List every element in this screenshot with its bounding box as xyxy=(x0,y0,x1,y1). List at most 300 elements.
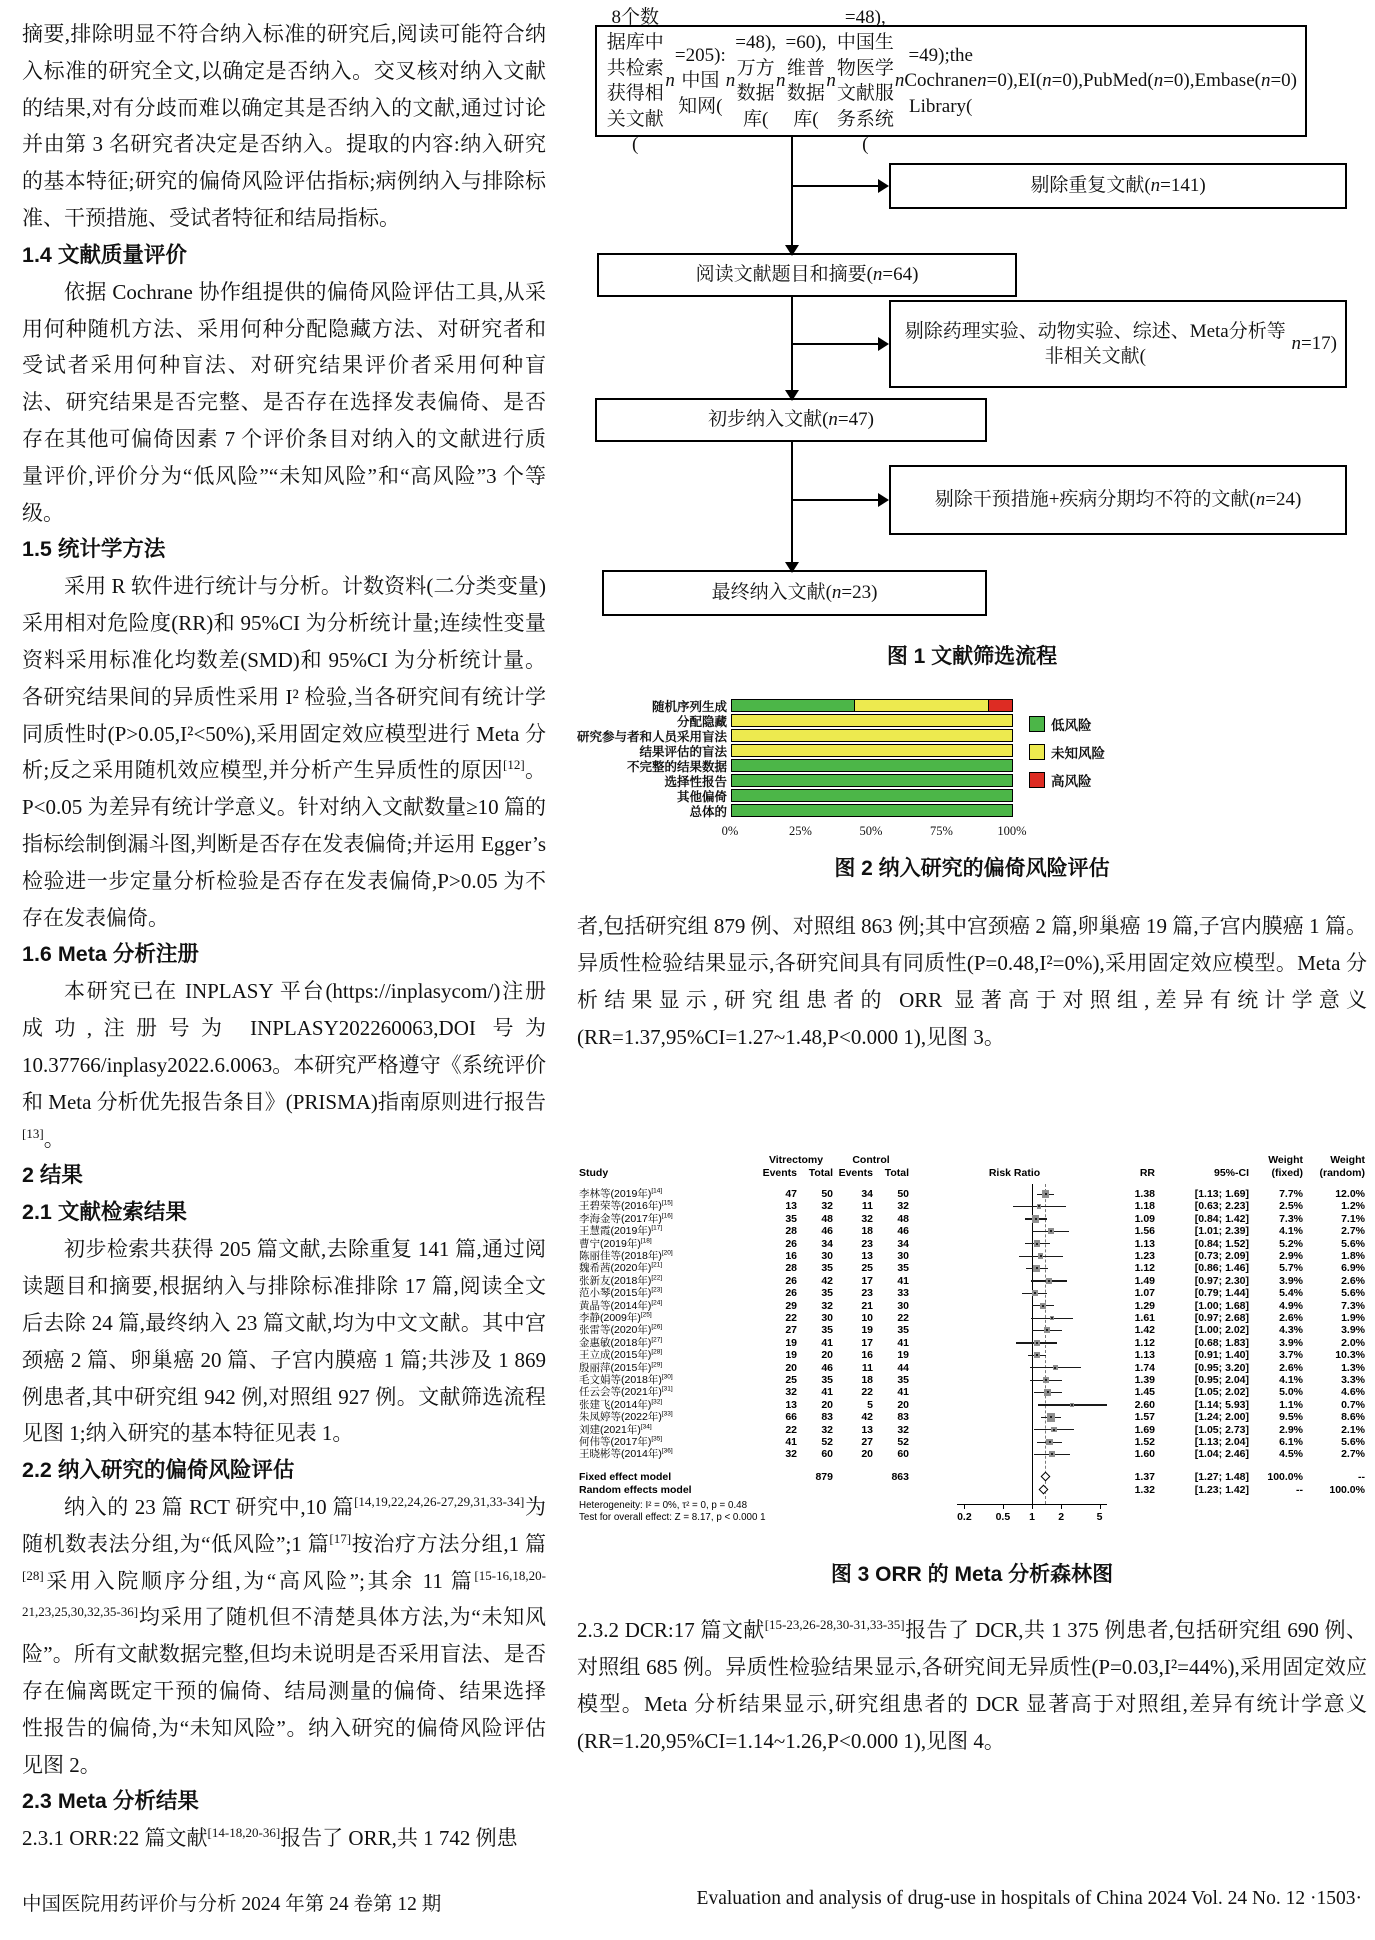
bias-bar xyxy=(731,804,1013,817)
paragraph: 初步检索共获得 205 篇文献,去除重复 141 篇,通过阅读题目和摘要,根据纳入与排除标准排除 17 篇,阅读全文后去除 24 篇,最终纳入 23 篇文献,均为中文文献。其中宫颈癌 2 篇、卵巢癌 20 篇、子宫内膜癌 1 篇;共涉及 1 869 例患者,其中研究组 942 例,对照组 927 例。文献筛选流程见图 1;纳入研究的基本特征见表 1。 xyxy=(22,1237,546,1446)
axis-tick-label: 2 xyxy=(1058,1511,1065,1523)
forest-cell: 7.3% xyxy=(1279,1212,1303,1225)
forest-row-study: 王碧荣等(2016年)[15] xyxy=(579,1199,673,1213)
effect-center-dot xyxy=(1036,1342,1038,1344)
forest-cell: 20 xyxy=(785,1361,797,1374)
flow-box-search: 8个数据库中共检索获得相关文献( n =205):中国知网( n =48),万方数据库( n =60),维普数据库( n =48),中国生物医学文献服务系统( n =49);the Cochrane Library( n =0),EI( n =0),PubMed( n =0),Embase( n =0) xyxy=(595,25,1307,137)
figure-3-forest-plot xyxy=(577,1152,1367,1530)
forest-cell: 42 xyxy=(861,1411,873,1424)
forest-cell: 23 xyxy=(861,1237,873,1250)
heterogeneity-note: Heterogeneity: I² = 0%, τ² = 0, p = 0.48 xyxy=(579,1499,748,1511)
forest-cell: 2.6% xyxy=(1341,1274,1365,1287)
forest-cell: 48 xyxy=(821,1212,833,1225)
forest-cell: 3.3% xyxy=(1341,1374,1365,1386)
forest-cell: 16 xyxy=(785,1250,797,1262)
left-column xyxy=(22,16,546,1857)
forest-row-study: 曹宁(2019年)[18] xyxy=(579,1237,652,1250)
flow-box-mismatch: 剔除干预措施+疾病分期均不符的文献( n =24) xyxy=(889,465,1347,535)
figure-2-caption: 图 2 纳入研究的偏倚风险评估 xyxy=(834,857,1110,880)
legend-swatch xyxy=(1029,744,1045,760)
forest-cell: 5.4% xyxy=(1279,1287,1303,1300)
forest-cell: 46 xyxy=(821,1361,833,1374)
axis-tick-label: 100% xyxy=(997,824,1027,838)
forest-cell: 7.3% xyxy=(1341,1299,1365,1312)
effect-center-dot xyxy=(1050,1230,1052,1232)
forest-cell: [1.13; 2.04] xyxy=(1194,1436,1249,1448)
arrow-down-icon xyxy=(785,245,799,256)
forest-row-study: 刘建(2021年)[34] xyxy=(579,1423,652,1436)
forest-cell: 4.3% xyxy=(1279,1324,1303,1337)
forest-cell: 10 xyxy=(861,1312,873,1324)
paragraph: 纳入的 23 篇 RCT 研究中,10 篇[14,19,22,24,26-27,29,31,33-34]为随机数表法分组,为“低风险”;1 篇[17]按治疗方法分组,1 篇[28]采用入院顺序分组,为“高风险”;其余 11 篇[15-16,18,20-21,23,25,30,32,35-36]均采用了随机但不清楚具体方法,为“未知风险”。所有文献数据完整,但均未说明是否采用盲法、是否存在偏离既定干预的偏倚、结局测量的偏倚、结果选择性报告的偏倚,为“未知风险”。纳入研究的偏倚风险评估见图 2。 xyxy=(22,1494,546,1777)
bias-bar-segment xyxy=(854,700,988,711)
forest-cell: 9.5% xyxy=(1279,1411,1303,1424)
flow-connector-line xyxy=(792,499,880,501)
forest-cell: 26 xyxy=(785,1274,797,1287)
axis-tick xyxy=(1061,1504,1062,1509)
forest-row-study: 王晓彬等(2014年)[36] xyxy=(579,1447,673,1461)
section-heading: 2.1 文献检索结果 xyxy=(22,1200,187,1225)
forest-cell: 32 xyxy=(785,1448,797,1461)
forest-header: Events xyxy=(762,1167,797,1179)
forest-cell: [1.00; 1.68] xyxy=(1194,1299,1249,1312)
forest-cell: 6.9% xyxy=(1341,1262,1365,1275)
arrow-down-icon xyxy=(785,390,799,401)
forest-row-study: 王慧霞(2019年)[17] xyxy=(579,1224,663,1238)
forest-cell: 1.07 xyxy=(1134,1287,1155,1300)
forest-cell: 32 xyxy=(821,1423,833,1436)
bias-row-label: 总体的 xyxy=(689,804,727,819)
forest-cell: 1.12 xyxy=(1134,1262,1155,1275)
forest-cell: 26 xyxy=(785,1237,797,1250)
forest-cell: 32 xyxy=(897,1423,909,1436)
forest-header: Total xyxy=(808,1167,833,1179)
forest-cell: 44 xyxy=(897,1361,909,1374)
axis-tick xyxy=(1003,1504,1004,1509)
forest-cell: 28 xyxy=(785,1225,797,1238)
forest-cell: 19 xyxy=(897,1349,909,1362)
footer-journal-cn: 中国医院用药评价与分析 2024 年第 24 卷第 12 期 xyxy=(22,1894,442,1915)
forest-cell: 50 xyxy=(897,1188,909,1200)
forest-cell: 21 xyxy=(861,1299,873,1312)
legend-item xyxy=(1029,714,1092,734)
forest-cell: 2.60 xyxy=(1134,1398,1155,1411)
forest-cell: 35 xyxy=(897,1374,909,1386)
section-heading: 1.4 文献质量评价 xyxy=(22,242,187,267)
forest-cell: -- xyxy=(1296,1483,1303,1496)
forest-cell: 2.7% xyxy=(1341,1225,1365,1238)
forest-cell: 26 xyxy=(785,1287,797,1300)
axis-tick xyxy=(964,1504,965,1509)
forest-cell: 6.1% xyxy=(1279,1436,1303,1448)
forest-cell: [0.95; 2.04] xyxy=(1194,1374,1249,1386)
forest-cell: 8.6% xyxy=(1341,1411,1365,1424)
forest-header: Study xyxy=(579,1167,609,1179)
forest-cell: 7.1% xyxy=(1341,1212,1365,1225)
paragraph: 2.3.1 ORR:22 篇文献[14-18,20-36]报告了 ORR,共 1 742 例患 xyxy=(22,1825,518,1851)
figure-1-caption: 图 1 文献筛选流程 xyxy=(886,645,1058,668)
bias-row-label: 随机序列生成 xyxy=(651,699,727,714)
forest-cell: [1.24; 2.00] xyxy=(1194,1411,1249,1424)
forest-cell: 7.7% xyxy=(1279,1188,1303,1200)
forest-row-fixed-model: Fixed effect model xyxy=(579,1470,672,1483)
forest-cell: 2.7% xyxy=(1341,1448,1365,1461)
flow-box-final: 最终纳入文献( n =23) xyxy=(602,570,987,616)
forest-cell: 1.09 xyxy=(1134,1212,1155,1225)
arrow-down-icon xyxy=(785,562,799,573)
forest-cell: 1.3% xyxy=(1341,1361,1365,1374)
forest-cell: 3.9% xyxy=(1279,1336,1303,1349)
forest-cell: 18 xyxy=(861,1225,873,1238)
bias-row-label: 分配隐藏 xyxy=(676,714,727,729)
forest-cell: 100.0% xyxy=(1267,1470,1303,1483)
paragraph-orr: 者,包括研究组 879 例、对照组 863 例;其中宫颈癌 2 篇,卵巢癌 19 篇,子宫内膜癌 1 篇。异质性检验结果显示,各研究间具有同质性(P=0.48,I²=0%),采用固定效应模型。Meta 分析结果显示,研究组患者的 ORR 显著高于对照组,差异有统计学意义(RR=1.37,95%CI=1.27~1.48,P<0.000 1),见图 3。 xyxy=(577,914,1367,1049)
forest-row-study: 金惠敏(2018年)[27] xyxy=(579,1336,663,1349)
bias-row-label: 结果评估的盲法 xyxy=(639,744,727,759)
forest-cell: [1.27; 1.48] xyxy=(1194,1470,1249,1483)
effect-center-dot xyxy=(1071,1404,1073,1406)
forest-row-study: 任云会等(2021年)[31] xyxy=(579,1385,673,1399)
forest-cell: 50 xyxy=(821,1188,833,1200)
forest-cell: 18 xyxy=(861,1374,873,1386)
forest-cell: 41 xyxy=(785,1436,797,1448)
effect-center-dot xyxy=(1047,1391,1049,1393)
forest-cell: 1.12 xyxy=(1134,1336,1155,1349)
forest-cell: 48 xyxy=(897,1212,909,1225)
forest-cell: -- xyxy=(1358,1470,1365,1483)
axis-tick xyxy=(1100,1504,1101,1509)
forest-cell: 1.52 xyxy=(1134,1436,1155,1448)
bias-bar xyxy=(731,714,1013,727)
bias-row-label: 其他偏倚 xyxy=(676,789,727,804)
forest-cell: [1.14; 5.93] xyxy=(1194,1398,1249,1411)
forest-cell: 1.1% xyxy=(1279,1398,1303,1411)
forest-cell: 41 xyxy=(897,1336,909,1349)
forest-row-study: 毛文娟等(2018年)[30] xyxy=(579,1373,673,1386)
forest-cell: [0.73; 2.09] xyxy=(1194,1250,1249,1262)
forest-cell: 30 xyxy=(821,1312,833,1324)
forest-header: Total xyxy=(884,1167,909,1179)
forest-cell: 5.6% xyxy=(1341,1436,1365,1448)
flow-connector-line xyxy=(792,343,880,345)
bias-bar-segment xyxy=(988,700,1012,711)
effect-center-dot xyxy=(1034,1292,1036,1294)
forest-cell: 4.9% xyxy=(1279,1299,1303,1312)
forest-cell: 25 xyxy=(785,1374,797,1386)
right-column xyxy=(577,0,1367,1940)
forest-cell: 11 xyxy=(861,1200,873,1213)
forest-cell: 42 xyxy=(821,1274,833,1287)
forest-cell: 66 xyxy=(785,1411,797,1424)
forest-cell: [0.97; 2.68] xyxy=(1194,1312,1249,1324)
forest-cell: 13 xyxy=(785,1200,797,1213)
forest-cell: [1.05; 2.02] xyxy=(1194,1386,1249,1399)
legend-label: 高风险 xyxy=(1051,774,1092,789)
effect-center-dot xyxy=(1048,1280,1050,1282)
bias-bar-segment xyxy=(732,790,1012,801)
paragraph: 摘要,排除明显不符合纳入标准的研究后,阅读可能符合纳入标准的研究全文,以确定是否纳入。交叉核对纳入文献的结果,对有分歧而难以确定其是否纳入的文献,通过讨论并由第 3 名研究者决定是否纳入。提取的内容:纳入研究的基本特征;研究的偏倚风险评估指标;病例纳入与排除标准、干预措施、受试者特征和结局指标。 xyxy=(22,22,546,230)
axis-tick-label: 5 xyxy=(1096,1511,1103,1523)
forest-cell: 2.1% xyxy=(1341,1423,1365,1436)
effect-center-dot xyxy=(1046,1329,1048,1331)
forest-cell: 1.45 xyxy=(1134,1386,1155,1399)
forest-row-study: 殷丽萍(2015年)[29] xyxy=(579,1361,663,1374)
forest-cell: 1.8% xyxy=(1341,1250,1365,1262)
forest-row-study: 张新友(2018年)[22] xyxy=(579,1274,663,1287)
forest-cell: 879 xyxy=(815,1470,833,1483)
forest-cell: [0.79; 1.44] xyxy=(1194,1287,1249,1300)
forest-cell: 19 xyxy=(785,1349,797,1362)
forest-cell: 16 xyxy=(861,1349,873,1362)
section-heading: 1.5 统计学方法 xyxy=(22,537,166,562)
forest-cell: 1.23 xyxy=(1134,1250,1155,1262)
forest-cell: 1.60 xyxy=(1134,1448,1155,1461)
forest-cell: 32 xyxy=(861,1212,873,1225)
forest-cell: 1.69 xyxy=(1134,1423,1155,1436)
forest-cell: 41 xyxy=(897,1386,909,1399)
forest-cell: 5 xyxy=(867,1398,873,1411)
forest-cell: 1.13 xyxy=(1134,1349,1155,1362)
forest-cell: 35 xyxy=(821,1374,833,1386)
figure-1-flowchart xyxy=(577,0,1367,640)
figure-2-bias-chart xyxy=(577,698,1367,848)
legend-label: 未知风险 xyxy=(1051,746,1105,761)
bias-bar-segment xyxy=(732,700,854,711)
bias-bar xyxy=(731,699,1013,712)
forest-header: 95%-CI xyxy=(1213,1167,1249,1179)
forest-cell: 32 xyxy=(785,1386,797,1399)
forest-cell: 1.42 xyxy=(1134,1324,1155,1337)
forest-cell: [1.01; 2.39] xyxy=(1194,1225,1249,1238)
forest-cell: 52 xyxy=(897,1436,909,1448)
legend-item xyxy=(1029,770,1092,790)
paragraph: 依据 Cochrane 协作组提供的偏倚风险评估工具,从采用何种随机方法、采用何种分配隐藏方法、对研究者和受试者采用何种盲法、对研究结果评价者采用何种盲法、研究结果是否完整、是否存在选择发表偏倚、是否存在其他可偏倚因素 7 个评价条目对纳入的文献进行质量评价,评价分为“低风险”“未知风险”和“高风险”3 个等级。 xyxy=(22,279,546,525)
bias-bar-segment xyxy=(732,745,1012,756)
effect-center-dot xyxy=(1036,1243,1038,1245)
forest-cell: 2.9% xyxy=(1279,1250,1303,1262)
section-heading: 2.2 纳入研究的偏倚风险评估 xyxy=(22,1458,295,1483)
effect-center-dot xyxy=(1042,1305,1044,1307)
forest-cell: 1.61 xyxy=(1134,1312,1155,1324)
footer-journal-en: Evaluation and analysis of drug-use in hospitals of China 2024 Vol. 24 No. 12 ·1503· xyxy=(696,1888,1362,1909)
effect-center-dot xyxy=(1054,1367,1056,1369)
forest-cell: 34 xyxy=(821,1237,833,1250)
bias-bar xyxy=(731,729,1013,742)
forest-cell: [0.84; 1.52] xyxy=(1194,1237,1249,1250)
forest-cell: 3.7% xyxy=(1279,1349,1303,1362)
bias-bar-segment xyxy=(732,805,1012,816)
forest-cell: 1.37 xyxy=(1134,1470,1155,1483)
forest-cell: 1.29 xyxy=(1134,1299,1155,1312)
forest-cell: [0.91; 1.40] xyxy=(1194,1349,1249,1362)
arrow-right-icon xyxy=(878,337,889,351)
forest-cell: 22 xyxy=(897,1312,909,1324)
forest-cell: 4.6% xyxy=(1341,1386,1365,1399)
forest-row-study: 张雷等(2020年)[26] xyxy=(579,1323,663,1337)
forest-cell: 1.2% xyxy=(1341,1200,1365,1213)
flow-box-dedup: 剔除重复文献( n =141) xyxy=(889,163,1347,209)
forest-cell: 2.6% xyxy=(1279,1312,1303,1324)
overall-test-note: Test for overall effect: Z = 8.17, p < 0.000 1 xyxy=(579,1511,766,1523)
forest-cell: 60 xyxy=(897,1448,909,1461)
forest-cell: 1.49 xyxy=(1134,1274,1155,1287)
forest-cell: [1.00; 2.02] xyxy=(1194,1324,1249,1337)
legend-swatch xyxy=(1029,772,1045,788)
forest-cell: 83 xyxy=(821,1411,833,1424)
forest-row-random-model: Random effects model xyxy=(579,1483,692,1496)
forest-cell: 30 xyxy=(821,1250,833,1262)
forest-cell: 35 xyxy=(785,1212,797,1225)
forest-row-study: 朱凤婷等(2022年)[33] xyxy=(579,1410,673,1424)
forest-cell: [0.68; 1.83] xyxy=(1194,1336,1249,1349)
forest-cell: 1.13 xyxy=(1134,1237,1155,1250)
forest-cell: 20 xyxy=(861,1448,873,1461)
forest-cell: 46 xyxy=(821,1225,833,1238)
axis-tick-label: 1 xyxy=(1029,1511,1035,1523)
forest-cell: 2.0% xyxy=(1341,1336,1365,1349)
forest-cell: 5.0% xyxy=(1279,1386,1303,1399)
forest-header: Weight xyxy=(1268,1154,1303,1166)
section-heading: 2.3 Meta 分析结果 xyxy=(22,1789,199,1814)
forest-cell: 3.9% xyxy=(1279,1274,1303,1287)
bias-row-label: 不完整的结果数据 xyxy=(626,759,727,774)
flow-box-preliminary: 初步纳入文献( n =47) xyxy=(595,398,987,442)
forest-cell: 30 xyxy=(897,1250,909,1262)
forest-cell: 17 xyxy=(861,1336,873,1349)
forest-cell: 3.9% xyxy=(1341,1324,1365,1337)
forest-cell: 52 xyxy=(821,1436,833,1448)
forest-row-study: 李海金等(2017年)[16] xyxy=(579,1212,673,1225)
forest-cell: 25 xyxy=(861,1262,873,1275)
forest-cell: 27 xyxy=(785,1324,797,1337)
forest-cell: 2.9% xyxy=(1279,1423,1303,1436)
forest-cell: 41 xyxy=(821,1386,833,1399)
axis-tick-label: 25% xyxy=(789,824,812,838)
effect-center-dot xyxy=(1045,1193,1047,1195)
effect-center-dot xyxy=(1053,1429,1055,1431)
forest-cell: 13 xyxy=(861,1250,873,1262)
forest-cell: 22 xyxy=(785,1423,797,1436)
forest-cell: 1.32 xyxy=(1134,1483,1155,1496)
forest-cell: 1.9% xyxy=(1341,1312,1365,1324)
bias-bar xyxy=(731,744,1013,757)
bias-bar-segment xyxy=(732,715,1012,726)
paragraph: 采用 R 软件进行统计与分析。计数资料(二分类变量)采用相对危险度(RR)和 95%CI 为分析统计量;连续性变量资料采用标准化均数差(SMD)和 95%CI 为分析统计量。各研究结果间的异质性采用 I² 检验,当各研究间有统计学同质性时(P>0.05,I²<50%),采用固定效应模型进行 Meta 分析;反之采用随机效应模型,并分析产生异质性的原因[12]。P<0.05 为差异有统计学意义。针对纳入文献数量≥10 篇的指标绘制倒漏斗图,判断是否存在发表偏倚;并运用 Egger’s 检验进一步定量分析检验是否存在发表偏倚,P>0.05 为不存在发表偏倚。 xyxy=(22,574,547,930)
forest-cell: 33 xyxy=(897,1287,909,1300)
forest-cell: 17 xyxy=(861,1274,873,1287)
forest-cell: 27 xyxy=(861,1436,873,1448)
axis-tick-label: 0% xyxy=(721,824,739,838)
forest-cell: 13 xyxy=(785,1398,797,1411)
forest-header-risk-ratio: Risk Ratio xyxy=(988,1167,1041,1179)
effect-center-dot xyxy=(1036,1267,1038,1269)
forest-cell: 19 xyxy=(785,1336,797,1349)
forest-cell: 5.6% xyxy=(1341,1237,1365,1250)
forest-cell: 1.38 xyxy=(1134,1188,1155,1200)
axis-tick-label: 0.5 xyxy=(995,1511,1011,1523)
flow-box-title_abstract: 阅读文献题目和摘要( n =64) xyxy=(597,253,1017,297)
forest-cell: [0.86; 1.46] xyxy=(1194,1262,1249,1275)
bias-row-label: 选择性报告 xyxy=(664,774,727,789)
paragraph: 本研究已在 INPLASY 平台(https://inplasycom/)注册成功,注册号为 INPLASY202260063,DOI 号为 10.37766/inplasy2022.6.0063。本研究严格遵守《系统评价和 Meta 分析优先报告条目》(PRISMA)指南原则进行报告[13]。 xyxy=(22,979,546,1151)
flow-box-nonrelevant: 剔除药理实验、动物实验、综述、Meta分析等非相关文献( n =17) xyxy=(889,300,1347,388)
bias-bar xyxy=(731,774,1013,787)
pooled-estimate-dashed-line xyxy=(1045,1184,1046,1504)
forest-cell: 20 xyxy=(897,1398,909,1411)
forest-cell: [0.84; 1.42] xyxy=(1194,1212,1249,1225)
page-footer xyxy=(22,1888,1362,1916)
forest-header: Weight xyxy=(1330,1154,1365,1166)
forest-row-study: 陈丽佳等(2018年)[20] xyxy=(579,1249,673,1262)
axis-tick-label: 50% xyxy=(859,824,883,838)
forest-cell: 863 xyxy=(891,1470,909,1483)
forest-cell: 1.56 xyxy=(1134,1225,1155,1238)
forest-cell: 20 xyxy=(821,1398,833,1411)
forest-row-study: 王立成(2015年)[28] xyxy=(579,1348,663,1362)
bias-bar xyxy=(731,759,1013,772)
forest-row-study: 李林等(2019年)[14] xyxy=(579,1187,663,1200)
forest-cell: 83 xyxy=(897,1411,909,1424)
forest-header-group2: Control xyxy=(852,1154,890,1166)
forest-cell: 4.5% xyxy=(1279,1448,1303,1461)
bias-bar-segment xyxy=(732,775,1012,786)
effect-center-dot xyxy=(1035,1218,1037,1220)
bias-row xyxy=(577,803,1013,818)
forest-cell: 35 xyxy=(897,1324,909,1337)
forest-cell: 12.0% xyxy=(1335,1188,1365,1200)
effect-center-dot xyxy=(1051,1453,1053,1455)
forest-cell: [0.95; 3.20] xyxy=(1194,1361,1249,1374)
forest-cell: 13 xyxy=(861,1423,873,1436)
axis-tick xyxy=(1032,1504,1033,1509)
forest-cell: 32 xyxy=(821,1200,833,1213)
forest-cell: 5.6% xyxy=(1341,1287,1365,1300)
arrow-right-icon xyxy=(878,179,889,193)
forest-cell: 4.1% xyxy=(1279,1225,1303,1238)
effect-center-dot xyxy=(1038,1205,1040,1207)
forest-header: Events xyxy=(838,1167,873,1179)
bias-bar xyxy=(731,789,1013,802)
forest-cell: 35 xyxy=(897,1262,909,1275)
forest-row-study: 魏希茜(2020年)[21] xyxy=(579,1261,663,1275)
arrow-right-icon xyxy=(878,493,889,507)
forest-cell: 19 xyxy=(861,1324,873,1337)
forest-cell: [1.05; 2.73] xyxy=(1194,1423,1249,1436)
forest-cell: 100.0% xyxy=(1329,1483,1365,1496)
forest-row-study: 范小琴(2015年)[23] xyxy=(579,1286,663,1300)
forest-cell: 5.2% xyxy=(1279,1237,1303,1250)
forest-cell: 5.7% xyxy=(1279,1262,1303,1275)
bias-row-label: 研究参与者和人员采用盲法 xyxy=(577,729,728,744)
legend-label: 低风险 xyxy=(1051,718,1092,733)
forest-cell: 34 xyxy=(861,1188,873,1200)
paragraph-dcr: 2.3.2 DCR:17 篇文献[15-23,26-28,30-31,33-35]报告了 DCR,共 1 375 例患者,包括研究组 690 例、对照组 685 例。异质性检验结果显示,各研究间无异质性(P=0.03,I²=44%),采用固定效应模型。Meta 分析结果显示,研究组患者的 DCR 显著高于对照组,差异有统计学意义(RR=1.20,95%CI=1.14~1.26,P<0.000 1),见图 4。 xyxy=(577,1617,1367,1753)
axis-tick-label: 75% xyxy=(930,824,953,838)
forest-cell: 1.18 xyxy=(1134,1200,1155,1213)
bias-bar-segment xyxy=(732,730,1012,741)
forest-cell: 35 xyxy=(821,1262,833,1275)
effect-center-dot xyxy=(1036,1354,1038,1356)
forest-cell: 2.5% xyxy=(1279,1200,1303,1213)
flow-connector-line xyxy=(791,442,793,562)
forest-cell: 0.7% xyxy=(1341,1398,1365,1411)
forest-cell: [0.97; 2.30] xyxy=(1194,1274,1249,1287)
axis-tick-label: 0.2 xyxy=(957,1511,972,1523)
fixed-model-diamond xyxy=(1040,1471,1050,1481)
flow-connector-line xyxy=(792,185,880,187)
forest-cell: [1.13; 1.69] xyxy=(1194,1188,1249,1200)
effect-center-dot xyxy=(1040,1255,1042,1257)
